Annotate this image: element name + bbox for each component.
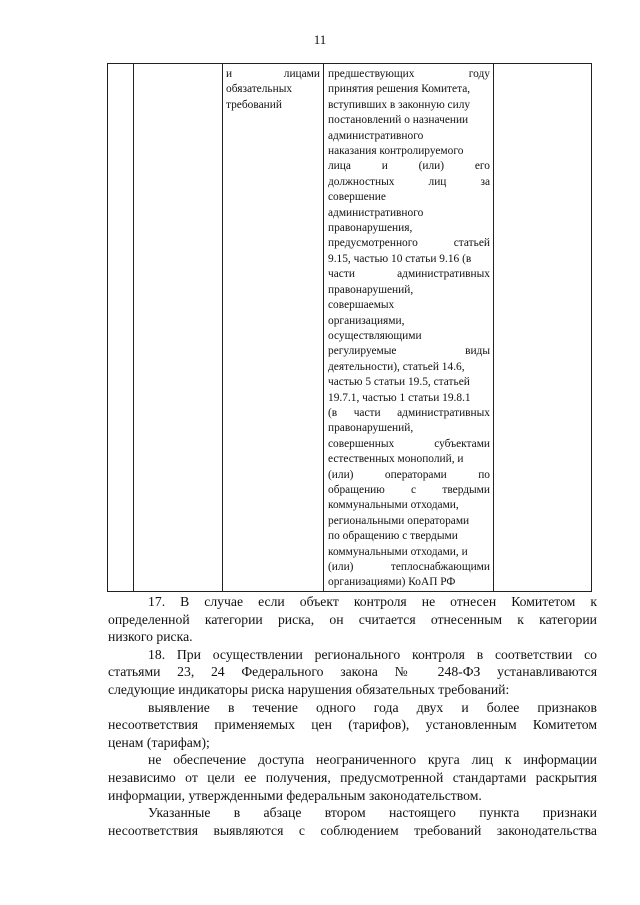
cell-line: совершаемых (328, 299, 395, 312)
cell-line: лица и (или) его (328, 160, 490, 173)
cell-line: осуществляющими (328, 329, 422, 342)
text-line: 18. При осуществлении регионального контроля в соответствии со (148, 646, 597, 662)
cell-line: обращению с твердыми (328, 483, 490, 496)
cell-line: частью 5 статьи 19.5, статьей (328, 376, 470, 389)
page-number: 11 (313, 32, 327, 47)
cell-line: по обращению с твердыми (328, 530, 458, 543)
text-line: несоответствия применяемых цен (тарифов), установленным Комитетом (108, 717, 597, 733)
text-line: статьями 23, 24 Федерального закона № 248-ФЗ устанавливаются (108, 664, 597, 680)
paragraph-item-2 (108, 751, 597, 804)
cell-line: правонарушения, (328, 222, 413, 235)
text-line: следующие индикаторы риска нарушения обязательных требований: (108, 681, 510, 697)
text-line: несоответствия выявляются с соблюдением требований законодательства (108, 822, 597, 838)
cell-line: административного (328, 129, 424, 142)
cell-line: деятельности), статьей 14.6, (328, 360, 465, 373)
paragraph-last (108, 804, 597, 839)
cell-line: коммунальными отходами, и (328, 545, 468, 558)
risk-criteria-table (107, 63, 592, 592)
cell-line: наказания контролируемого (328, 145, 464, 158)
cell-line: (или) теплоснабжающими (328, 561, 490, 573)
text-line: Указанные в абзаце втором настоящего пункта признаки (148, 805, 597, 821)
cell-line: административного (328, 206, 424, 219)
table-cell-empty (134, 64, 223, 592)
cell-line: (или) операторами по (328, 468, 490, 481)
cell-line: требований (226, 98, 282, 111)
cell-line: обязательных (226, 83, 293, 96)
text-line: определенной категории риска, он считается отнесенным к категории (108, 611, 597, 627)
text-line: не обеспечение доступа неограниченного круга лиц к информации (148, 752, 597, 768)
text-line: 17. В случае если объект контроля не отнесен Комитетом к (148, 594, 597, 609)
cell-line: коммунальными отходами, (328, 499, 459, 512)
table-cell-number (108, 64, 134, 592)
text-line: выявление в течение одного года двух и более признаков (148, 699, 597, 715)
table-cell-subject (223, 64, 324, 592)
cell-line: регулируемые виды (328, 345, 490, 358)
text-line: низкого риска. (108, 629, 193, 645)
body-text (108, 593, 597, 839)
text-line: независимо от цели ее получения, предусмотренной стандартами раскрытия (108, 769, 597, 785)
paragraph-17 (108, 593, 597, 646)
paragraph-item-1 (108, 699, 597, 752)
cell-line: региональными операторами (328, 514, 470, 527)
cell-line: совершение (328, 191, 386, 204)
table-row (108, 64, 592, 592)
cell-line: части административных (328, 268, 490, 281)
cell-line: предусмотренного статьей (328, 237, 490, 250)
cell-line: и лицами (226, 68, 320, 80)
table-cell-empty (494, 64, 592, 592)
cell-line: организациями, (328, 314, 405, 327)
table-cell-criteria (324, 64, 494, 592)
cell-line: правонарушений, (328, 283, 414, 296)
text-line: ценам (тарифам); (108, 734, 210, 750)
cell-line: (в части административных (328, 406, 490, 419)
cell-line: организациями) КоАП РФ (328, 576, 456, 589)
cell-line: естественных монополий, и (328, 453, 464, 466)
cell-line: должностных лиц за (328, 175, 490, 188)
text-line: информации, утвержденными федеральным законодательством. (108, 787, 482, 803)
cell-line: совершенных субъектами (328, 437, 490, 450)
paragraph-18 (108, 646, 597, 699)
cell-line: правонарушений, (328, 422, 414, 435)
cell-line: 19.7.1, частью 1 статьи 19.8.1 (328, 391, 471, 404)
cell-line: 9.15, частью 10 статьи 9.16 (в (328, 252, 472, 265)
cell-line: принятия решения Комитета, (328, 83, 471, 96)
cell-line: предшествующих году (328, 68, 490, 80)
cell-line: вступивших в законную силу (328, 98, 471, 111)
cell-line: постановлений о назначении (328, 114, 469, 127)
